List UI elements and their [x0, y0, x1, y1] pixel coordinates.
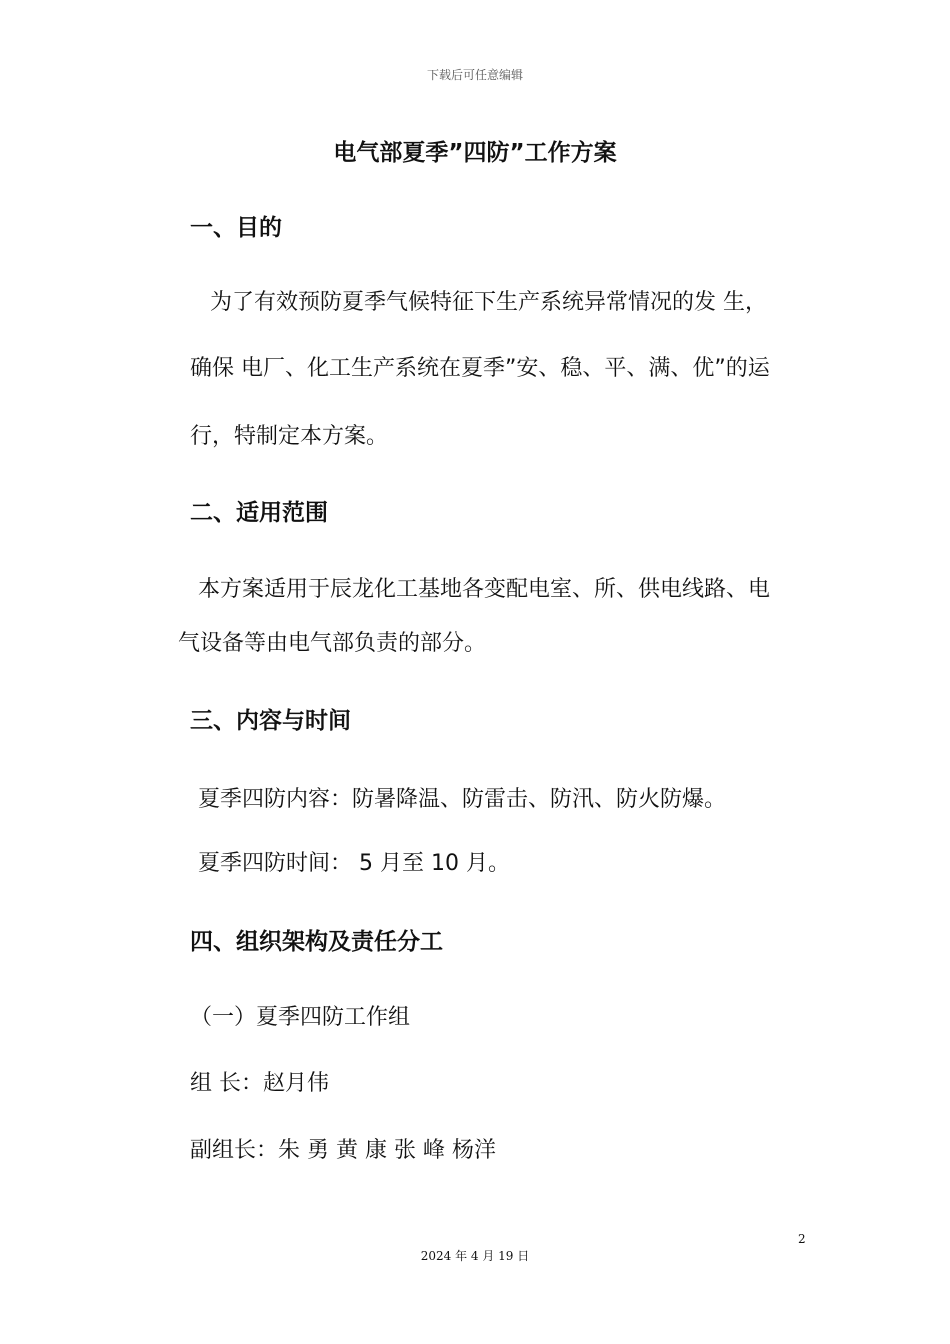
page-number: 2 — [798, 1232, 806, 1246]
paragraph-line: 确保 电厂、化工生产系统在夏季”安、稳、平、满、优”的运 — [190, 356, 770, 381]
paragraph-line: 组 长：赵月伟 — [190, 1071, 329, 1096]
section-heading-organization: 四、组织架构及责任分工 — [190, 929, 443, 955]
section-heading-purpose: 一、目的 — [190, 215, 282, 241]
paragraph-line: （一）夏季四防工作组 — [190, 1005, 411, 1030]
paragraph-line: 副组长：朱 勇 黄 康 张 峰 杨洋 — [190, 1138, 496, 1163]
paragraph-line: 夏季四防内容：防暑降温、防雷击、防汛、防火防爆。 — [198, 787, 727, 812]
paragraph-line: 本方案适用于辰龙化工基地各变配电室、所、供电线路、电 — [198, 577, 771, 602]
paragraph-line: 行，特制定本方案。 — [190, 424, 389, 449]
section-heading-content-time: 三、内容与时间 — [190, 708, 351, 734]
paragraph-line: 气设备等由电气部负责的部分。 — [178, 631, 487, 656]
footer-date: 2024 年 4 月 19 日 — [420, 1249, 530, 1263]
paragraph-line: 为了有效预防夏季气候特征下生产系统异常情况的发 生， — [210, 290, 767, 315]
section-heading-scope: 二、适用范围 — [190, 500, 328, 526]
paragraph-line: 夏季四防时间： 5 月至 10 月。 — [198, 851, 510, 876]
header-note: 下载后可任意编辑 — [426, 68, 523, 82]
document-title: 电气部夏季”四防”工作方案 — [333, 140, 617, 166]
